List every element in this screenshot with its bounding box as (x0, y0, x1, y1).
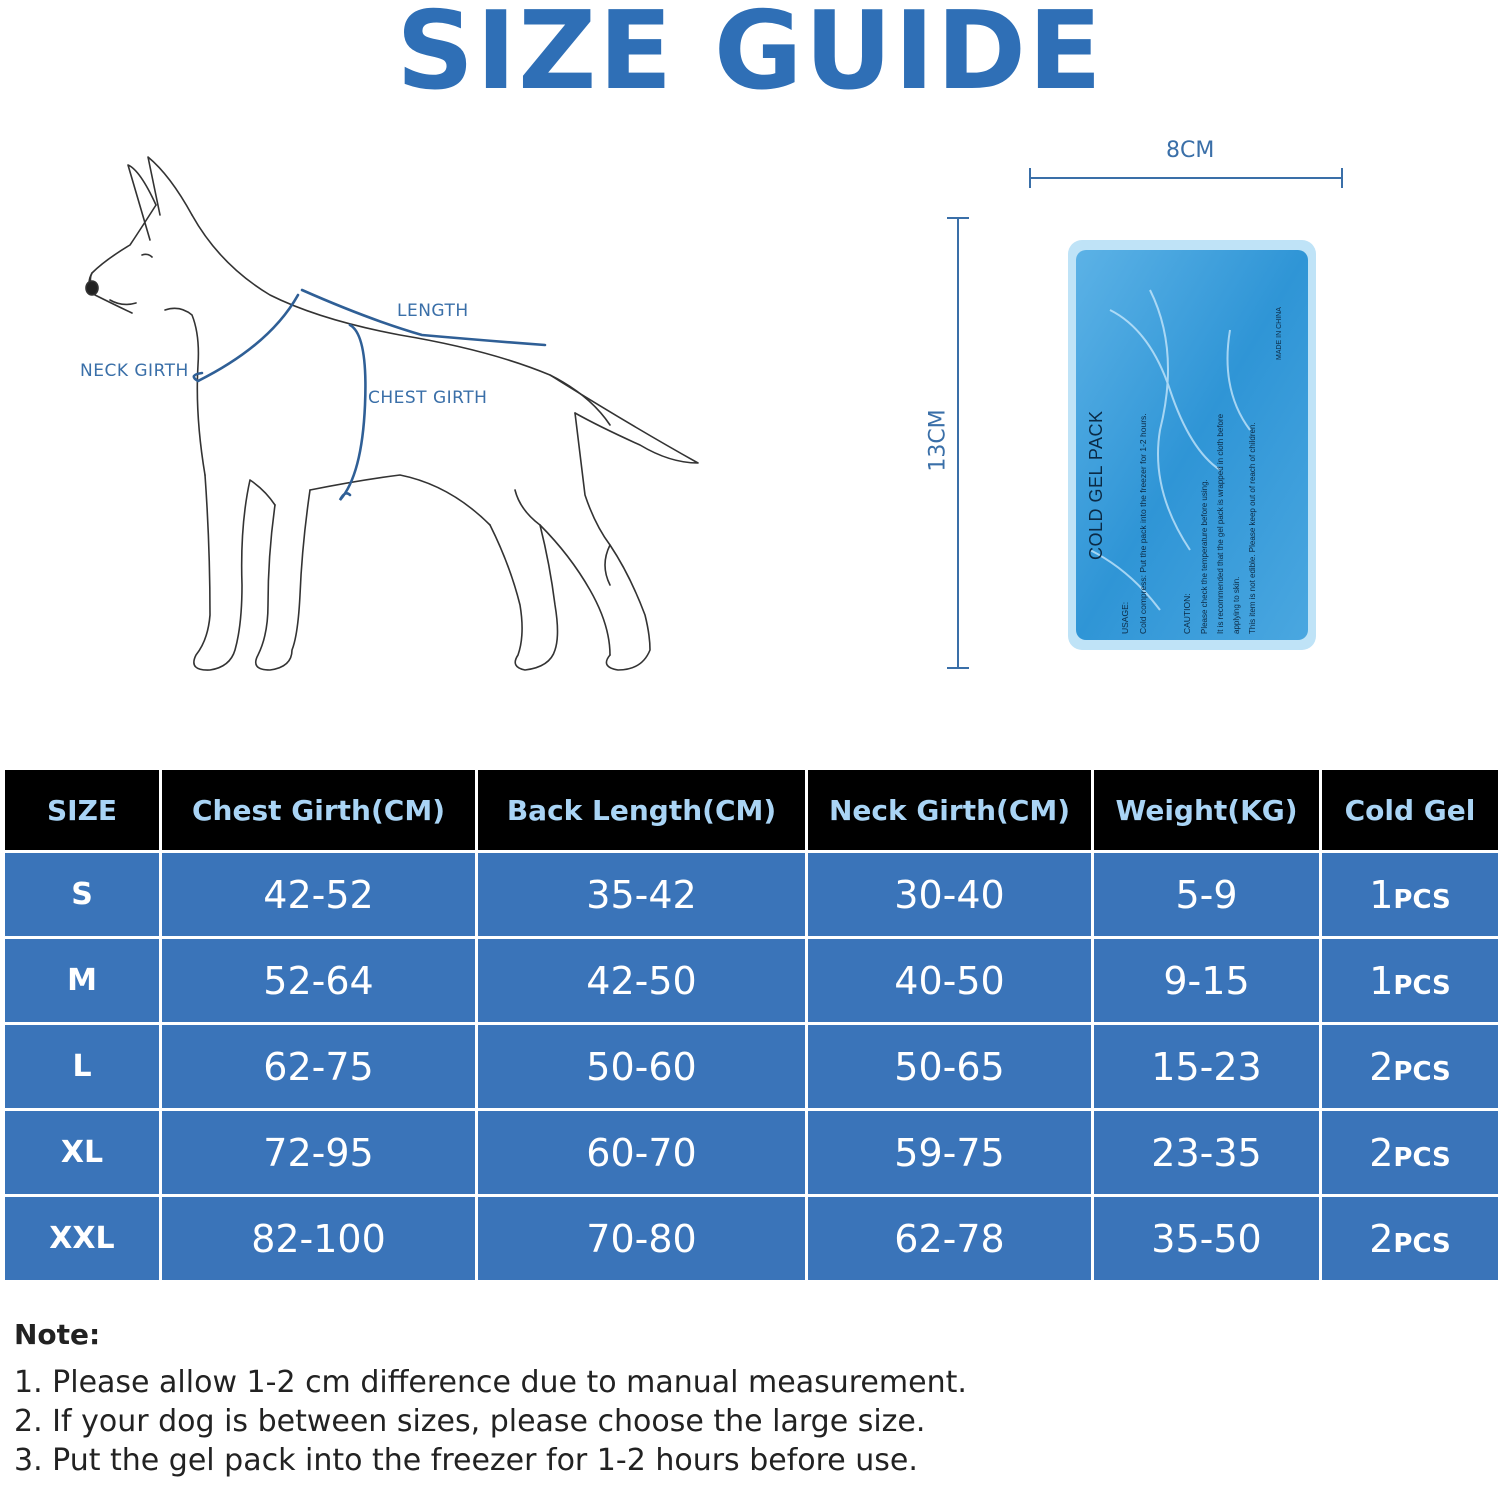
weight-cell: 35-50 (1093, 1196, 1321, 1282)
weight-cell: 5-9 (1093, 852, 1321, 938)
caution-line-3: applying to skin. (1232, 576, 1241, 634)
gel-unit: PCS (1393, 1228, 1451, 1259)
gel-unit: PCS (1393, 884, 1451, 915)
note-item: 2. If your dog is between sizes, please choose the large size. (14, 1404, 926, 1439)
weight-cell: 23-35 (1093, 1110, 1321, 1196)
back-cell: 60-70 (477, 1110, 807, 1196)
caution-line-4: This item is not edible. Please keep out of reach of children. (1248, 422, 1257, 634)
note-item: 1. Please allow 1-2 cm difference due to manual measurement. (14, 1365, 967, 1400)
dog-outline-illustration (70, 145, 720, 685)
gel-pack-print (1076, 250, 1308, 640)
gel-count: 2 (1369, 1130, 1394, 1175)
back-cell: 50-60 (477, 1024, 807, 1110)
gel-count: 2 (1369, 1044, 1394, 1089)
gel-pack-diagram (920, 130, 1360, 690)
usage-text: Cold compress: Put the pack into the freezer for 1-2 hours. (1138, 413, 1148, 634)
chest-cell: 82-100 (161, 1196, 477, 1282)
size-cell: XL (4, 1110, 161, 1196)
header-weight: Weight(KG) (1093, 769, 1321, 852)
chest-cell: 72-95 (161, 1110, 477, 1196)
size-table (2, 767, 1500, 1283)
notes-section (14, 1318, 1484, 1480)
back-cell: 35-42 (477, 852, 807, 938)
header-size: SIZE (4, 769, 161, 852)
chest-girth-label: CHEST GIRTH (368, 388, 488, 408)
gel-pack-name: COLD GEL PACK (1086, 410, 1106, 560)
header-back-length: Back Length(CM) (477, 769, 807, 852)
gel-unit: PCS (1393, 1056, 1451, 1087)
length-label: LENGTH (397, 301, 469, 321)
chest-cell: 52-64 (161, 938, 477, 1024)
table-row (4, 852, 1500, 938)
caution-line-1: Please check the temperature before using. (1200, 479, 1209, 634)
notes-title: Note: (14, 1318, 101, 1351)
gel-cell (1321, 1196, 1500, 1282)
dog-measurement-diagram (70, 145, 720, 685)
back-cell: 70-80 (477, 1196, 807, 1282)
neck-cell: 50-65 (807, 1024, 1093, 1110)
gel-cell (1321, 1110, 1500, 1196)
gel-count: 2 (1369, 1216, 1394, 1261)
neck-girth-label: NECK GIRTH (80, 361, 189, 381)
neck-cell: 40-50 (807, 938, 1093, 1024)
neck-cell: 62-78 (807, 1196, 1093, 1282)
note-item: 3. Put the gel pack into the freezer for 1-2 hours before use. (14, 1443, 918, 1478)
size-cell: M (4, 938, 161, 1024)
table-row (4, 1110, 1500, 1196)
page-title: SIZE GUIDE (396, 0, 1104, 114)
size-cell: XXL (4, 1196, 161, 1282)
gel-count: 1 (1369, 958, 1394, 1003)
gel-cell (1321, 938, 1500, 1024)
neck-cell: 30-40 (807, 852, 1093, 938)
gel-cell (1321, 852, 1500, 938)
header-chest-girth: Chest Girth(CM) (161, 769, 477, 852)
size-cell: S (4, 852, 161, 938)
gel-unit: PCS (1393, 970, 1451, 1001)
width-label: 8CM (1166, 138, 1215, 163)
gel-cell (1321, 1024, 1500, 1110)
neck-cell: 59-75 (807, 1110, 1093, 1196)
table-row (4, 1196, 1500, 1282)
header-neck-girth: Neck Girth(CM) (807, 769, 1093, 852)
size-cell: L (4, 1024, 161, 1110)
chest-cell: 42-52 (161, 852, 477, 938)
table-row (4, 1024, 1500, 1110)
height-label: 13CM (925, 409, 951, 472)
neck-girth-line (194, 295, 298, 381)
caution-title: CAUTION: (1182, 593, 1192, 634)
gel-count: 1 (1369, 872, 1394, 917)
chest-girth-line (340, 325, 365, 500)
table-header-row (4, 769, 1500, 852)
weight-cell: 9-15 (1093, 938, 1321, 1024)
table-row (4, 938, 1500, 1024)
usage-title: USAGE: (1120, 601, 1130, 634)
header-cold-gel: Cold Gel (1321, 769, 1500, 852)
back-cell: 42-50 (477, 938, 807, 1024)
gel-unit: PCS (1393, 1142, 1451, 1173)
weight-cell: 15-23 (1093, 1024, 1321, 1110)
origin-text: MADE IN CHINA (1276, 307, 1283, 360)
caution-line-2: It is recommended that the gel pack is wrapped in cloth before (1216, 413, 1225, 634)
chest-cell: 62-75 (161, 1024, 477, 1110)
